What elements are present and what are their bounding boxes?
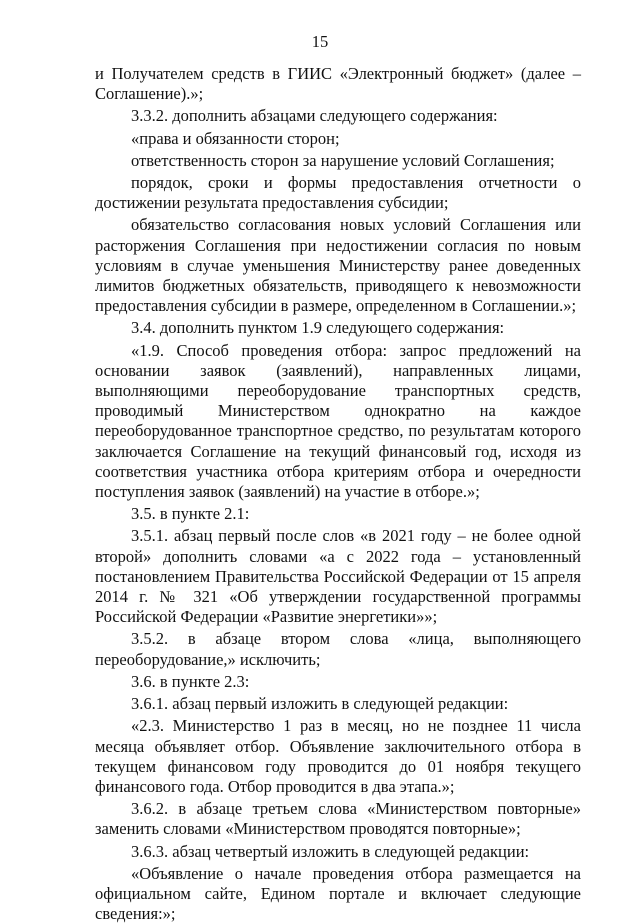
- paragraph-13: 3.6.1. абзац первый изложить в следующей редакции:: [131, 694, 509, 714]
- page-number: 15: [311, 32, 329, 51]
- paragraph-9: 3.5. в пункте 2.1:: [131, 504, 250, 524]
- paragraph-2: 3.3.2. дополнить абзацами следующего содержания:: [131, 106, 498, 126]
- paragraph-17: «Объявление о начале проведения отбора размещается на официальном сайте, Едином портале и включает следующие сведения:»;: [95, 863, 581, 924]
- paragraph-4: ответственность сторон за нарушение условий Соглашения;: [131, 150, 555, 170]
- paragraph-10: 3.5.1. абзац первый после слов «в 2021 году – не более одной второй» дополнить словами «а с 2022 года – установленный постановлением Правительства Российской Федерации от 15 апреля 2014 г. № 321 «Об утверждении государственной программы Российской Федерации «Развитие энергетики»»;: [95, 526, 581, 627]
- paragraph-5: порядок, сроки и формы предоставления отчетности о достижении результата предоставления субсидии;: [95, 173, 581, 213]
- paragraph-3: «права и обязанности сторон;: [131, 128, 340, 148]
- document-body: [95, 64, 581, 924]
- paragraph-16: 3.6.3. абзац четвертый изложить в следующей редакции:: [131, 841, 530, 861]
- paragraph-7: 3.4. дополнить пунктом 1.9 следующего содержания:: [131, 318, 505, 338]
- paragraph-15: 3.6.2. в абзаце третьем слова «Министерством повторные» заменить словами «Министерством проводятся повторные»;: [95, 799, 581, 839]
- paragraph-14: «2.3. Министерство 1 раз в месяц, но не позднее 11 числа месяца объявляет отбор. Объявление заключительного отбора в текущем финансовом году проводится до 01 ноября текущего финансового года. Отбор проводится в два этапа.»;: [95, 716, 581, 796]
- paragraph-1: и Получателем средств в ГИИС «Электронный бюджет» (далее – Соглашение).»;: [95, 64, 581, 104]
- paragraph-12: 3.6. в пункте 2.3:: [131, 671, 250, 691]
- paragraph-8: «1.9. Способ проведения отбора: запрос предложений на основании заявок (заявлений), направленных лицами, выполняющими переоборудование транспортных средств, проводимый Министерством однократно на каждое переоборудованное транспортное средство, по результатам которого заключается Соглашение на текущий финансовый год, исходя из соответствия участника отбора критериям отбора и очередности поступления заявок (заявлений) на участие в отборе.»;: [95, 340, 581, 502]
- paragraph-11: 3.5.2. в абзаце втором слова «лица, выполняющего переоборудование,» исключить;: [95, 629, 581, 669]
- paragraph-6: обязательство согласования новых условий Соглашения или расторжения Соглашения при недостижении согласия по новым условиям в случае уменьшения Министерству ранее доведенных лимитов бюджетных обязательств, приводящего к невозможности предоставления субсидии в размере, определенном в Соглашении.»;: [95, 215, 581, 316]
